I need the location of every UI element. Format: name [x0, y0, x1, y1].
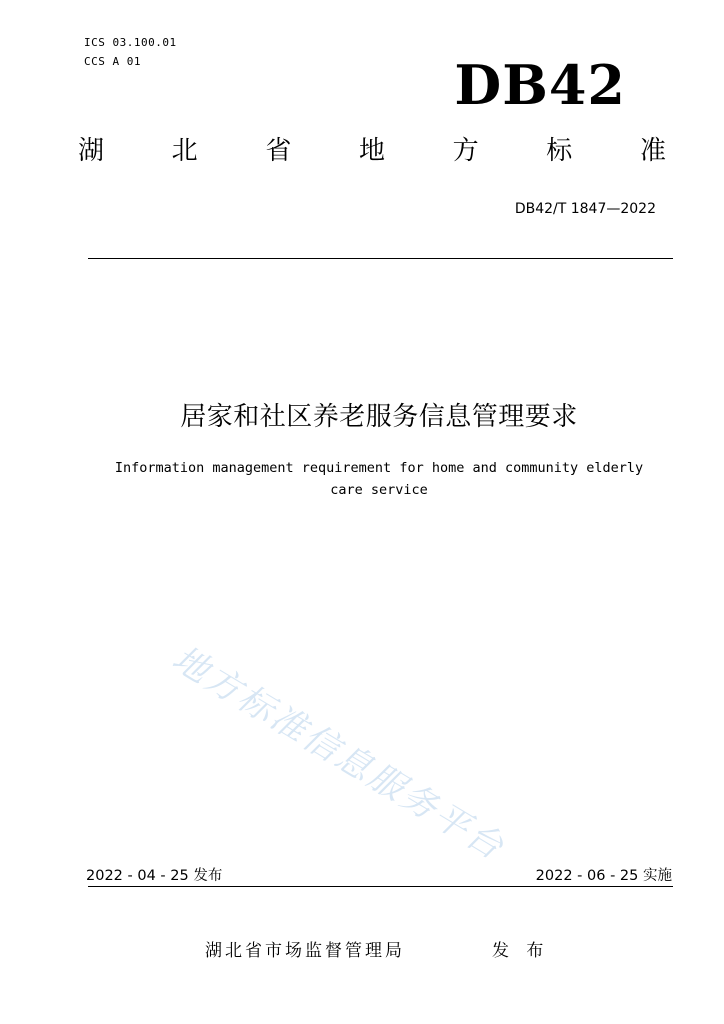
issuer-name: 湖北省市场监督管理局 [205, 941, 405, 961]
db-code: DB42 [454, 53, 626, 117]
standard-type-char: 省 [265, 136, 292, 166]
standard-type [78, 138, 666, 164]
implement-date: 2022 - 06 - 25 实施 [535, 868, 672, 884]
watermark: 地方标准信息服务平台 [165, 638, 512, 869]
standard-number: DB42/T 1847—2022 [514, 201, 656, 217]
standard-type-char: 地 [358, 136, 385, 166]
standard-type-char: 北 [171, 136, 198, 166]
bottom-divider [88, 886, 673, 887]
standard-type-char: 方 [452, 136, 479, 166]
standard-type-char: 准 [639, 136, 666, 166]
publish-date: 2022 - 04 - 25 发布 [86, 868, 223, 884]
title-chinese: 居家和社区养老服务信息管理要求 [180, 402, 578, 432]
ics-code: ICS 03.100.01 [84, 36, 177, 49]
standard-type-char: 标 [546, 136, 573, 166]
standard-type-char: 湖 [78, 136, 105, 166]
title-english: Information management requirement for home and community elderly care service [114, 460, 644, 498]
ccs-code: CCS A 01 [84, 55, 141, 68]
issue-verb: 发 布 [492, 941, 550, 961]
top-divider [88, 258, 673, 259]
